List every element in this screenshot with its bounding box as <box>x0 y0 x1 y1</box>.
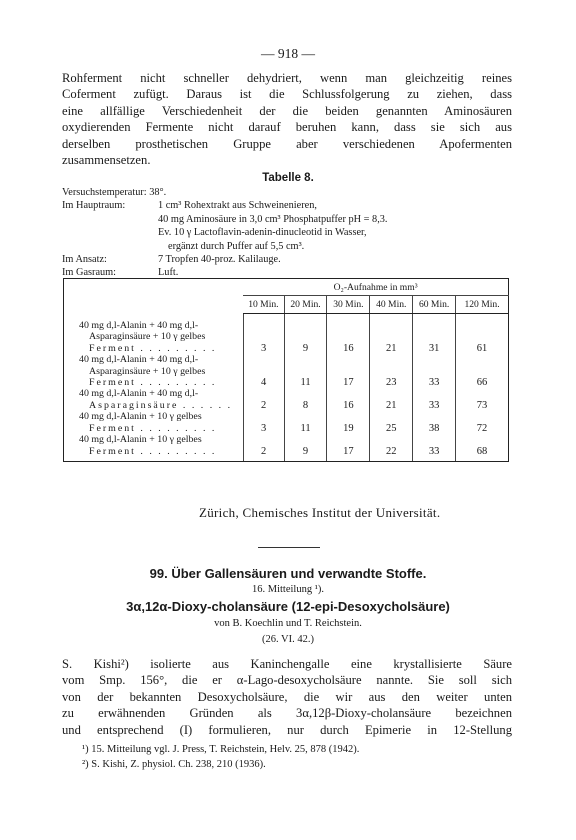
column-header: 30 Min. <box>327 296 370 314</box>
article-authors: von B. Koechlin und T. Reichstein. <box>214 618 362 629</box>
table-cell: 16 <box>327 320 370 354</box>
table-row <box>64 320 509 354</box>
table-cell: 23 <box>370 354 413 388</box>
condition-value: Ev. 10 γ Lactoflavin-adenin-dinucleotid in Wasser, <box>158 227 367 239</box>
row-label-line: Ferment . . . . . . . . . <box>89 377 217 389</box>
table-cell: 3 <box>243 320 284 354</box>
condition-value: 1 cm³ Rohextrakt aus Schweinenieren, <box>158 200 317 212</box>
text-line: und entsprechend (I) formulieren, nur durch Epimerie in 12-Stellung <box>62 722 512 737</box>
table-cell: 21 <box>370 320 413 354</box>
row-label-line: Asparaginsäure + 10 γ gelbes <box>89 331 206 343</box>
condition-value: ergänzt durch Puffer auf 5,5 cm³. <box>168 240 305 252</box>
column-header: 60 Min. <box>413 296 456 314</box>
text-line: derselben prosthetischen Gruppe aber verschiedenen Apofermenten <box>62 136 512 151</box>
table-cell: 8 <box>284 388 327 411</box>
intro-paragraph <box>62 70 512 168</box>
condition-key: Versuchstemperatur: 38°. <box>62 187 167 198</box>
column-header: 40 Min. <box>370 296 413 314</box>
table-row <box>64 388 509 411</box>
table-cell: 17 <box>327 434 370 462</box>
table-header-uptake: O₂-Aufnahme in mm³ <box>243 279 508 296</box>
table-cell: 66 <box>456 354 509 388</box>
column-header: 10 Min. <box>243 296 284 314</box>
row-label-line: Ferment . . . . . . . . . <box>89 422 217 434</box>
article-date: (26. VI. 42.) <box>261 634 314 645</box>
text-line: von der bekannten Desoxycholsäure, die wir aus den weiter unten <box>62 689 512 704</box>
table-cell: 11 <box>284 411 327 434</box>
row-label-line: 40 mg d,l-Alanin + 40 mg d,l- <box>79 354 199 366</box>
column-header: 120 Min. <box>456 296 509 314</box>
row-label-line: 40 mg d,l-Alanin + 40 mg d,l- <box>79 320 199 331</box>
table-cell: 19 <box>327 411 370 434</box>
table-cell: 33 <box>413 354 456 388</box>
row-label-line: Ferment . . . . . . . . . <box>89 445 217 457</box>
footnote: ¹) 15. Mitteilung vgl. J. Press, T. Reichstein, Helv. 25, 878 (1942). <box>82 744 360 755</box>
table-caption: Tabelle 8. <box>262 172 314 184</box>
table-cell: 11 <box>284 354 327 388</box>
divider <box>258 547 320 548</box>
oxygen-uptake-table <box>63 278 509 462</box>
condition-value: 7 Tropfen 40-proz. Kalilauge. <box>158 253 281 265</box>
table-cell: 33 <box>413 388 456 411</box>
body-paragraph <box>62 656 512 738</box>
table-cell: 9 <box>284 434 327 462</box>
table-cell: 72 <box>456 411 509 434</box>
article-subtitle: 16. Mitteilung ¹). <box>252 584 324 595</box>
table-cell: 21 <box>370 388 413 411</box>
row-label-line: 40 mg d,l-Alanin + 10 γ gelbes <box>79 411 202 423</box>
table-cell: 38 <box>413 411 456 434</box>
table-cell: 16 <box>327 388 370 411</box>
condition-key: Im Hauptraum: <box>62 200 126 212</box>
row-label-line: Ferment . . . . . . . . . <box>89 342 217 354</box>
text-line: zusammensetzen. <box>62 153 151 168</box>
row-label-line: Asparaginsäure + 10 γ gelbes <box>89 365 206 377</box>
table-row <box>64 411 509 434</box>
text-line: oxydierenden Fermente nicht darauf beruhen kann, dass sie sich aus <box>62 120 512 135</box>
table-row <box>64 354 509 388</box>
article-title: 99. Über Gallensäuren und verwandte Stoffe. <box>149 566 427 581</box>
table-cell: 33 <box>413 434 456 462</box>
text-line: eine allfällige Verschiedenheit der die beiden genannten Aminosäuren <box>62 103 512 118</box>
table-cell: 31 <box>413 320 456 354</box>
row-label-line: 40 mg d,l-Alanin + 40 mg d,l- <box>79 388 199 400</box>
text-line: S. Kishi²) isolierte aus Kaninchengalle eine krystallisierte Säure <box>62 657 512 671</box>
row-label-line: Asparaginsäure . . . . . . <box>89 399 233 411</box>
table-cell: 2 <box>243 388 284 411</box>
text-line: Coferment zufügt. Daraus ist die Schlussfolgerung zu ziehen, dass <box>62 87 512 102</box>
condition-value: Luft. <box>158 267 179 279</box>
table-cell: 22 <box>370 434 413 462</box>
footnote: ²) S. Kishi, Z. physiol. Ch. 238, 210 (1936). <box>82 759 266 770</box>
text-line: vom Smp. 156°, die er α-Lago-desoxycholsäure nannte. Sie soll sich <box>62 673 512 688</box>
text-line: Rohferment nicht schneller dehydriert, wenn man gleichzeitig reines <box>62 71 512 85</box>
table-cell: 3 <box>243 411 284 434</box>
table-row <box>64 434 509 462</box>
table-cell: 25 <box>370 411 413 434</box>
table-cell: 4 <box>243 354 284 388</box>
table-cell: 9 <box>284 320 327 354</box>
table-cell: 68 <box>456 434 509 462</box>
condition-key: Im Gasraum: <box>62 267 117 279</box>
table-cell: 17 <box>327 354 370 388</box>
column-header: 20 Min. <box>284 296 327 314</box>
condition-value: 40 mg Aminosäure in 3,0 cm³ Phosphatpuffer pH = 8,3. <box>158 213 388 225</box>
condition-key: Im Ansatz: <box>62 253 107 265</box>
table-cell: 2 <box>243 434 284 462</box>
affiliation: Zürich, Chemisches Institut der Universität. <box>199 505 441 520</box>
row-label-line: 40 mg d,l-Alanin + 10 γ gelbes <box>79 434 202 446</box>
table-cell: 61 <box>456 320 509 354</box>
table-cell: 73 <box>456 388 509 411</box>
text-line: zu erwähnenden Gründen als 3α,12β-Dioxy-cholansäure bezeichnen <box>62 706 512 721</box>
page-number: — 918 — <box>261 46 315 61</box>
compound-title: 3α,12α-Dioxy-cholansäure (12-epi-Desoxycholsäure) <box>126 599 450 614</box>
